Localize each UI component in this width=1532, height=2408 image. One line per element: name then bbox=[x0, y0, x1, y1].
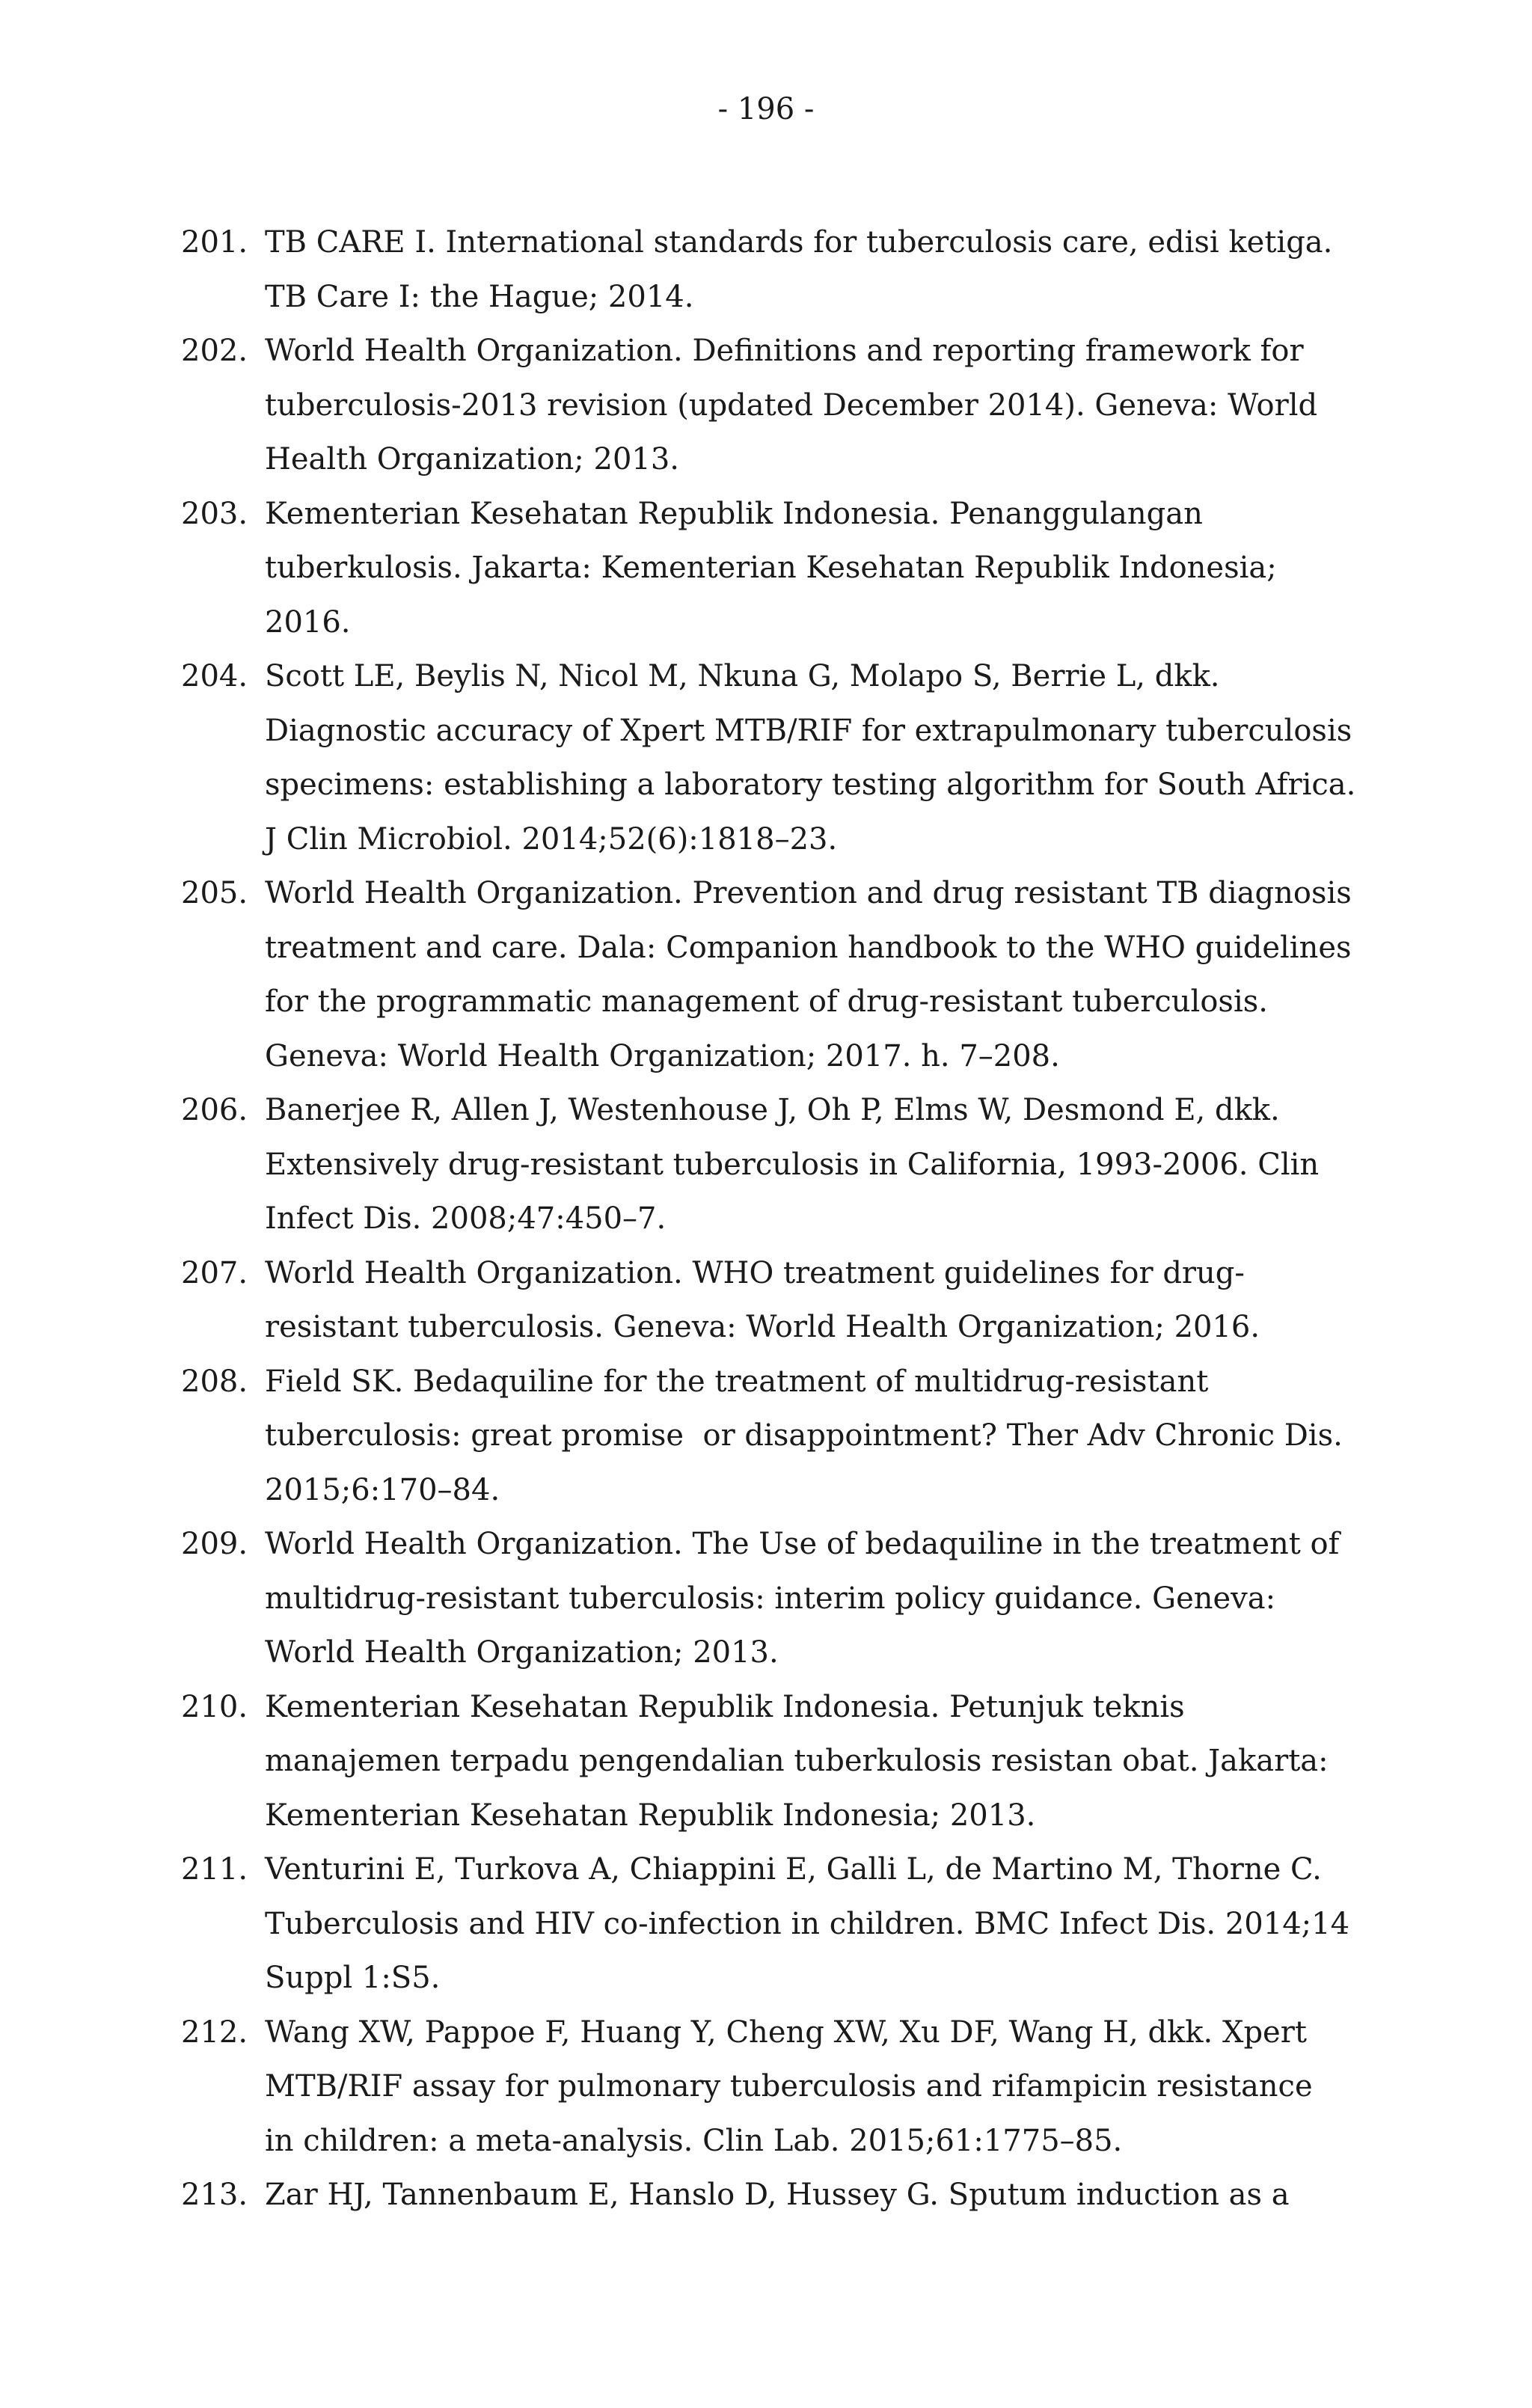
reference-item bbox=[181, 649, 1385, 866]
page-number: - 196 - bbox=[717, 92, 815, 126]
reference-text bbox=[265, 215, 1385, 324]
reference-line: Tuberculosis and HIV co-infection in children. BMC Infect Dis. 2014;14 bbox=[265, 1906, 1350, 1941]
reference-number: 204. bbox=[181, 659, 248, 693]
reference-line: TB Care I: the Hague; 2014. bbox=[265, 279, 694, 314]
reference-line: TB CARE I. International standards for tuberculosis care, edisi ketiga. bbox=[265, 225, 1333, 260]
reference-line: 2016. bbox=[265, 604, 351, 640]
reference-number: 206. bbox=[181, 1093, 248, 1127]
reference-number: 202. bbox=[181, 334, 248, 368]
reference-line: 2015;6:170–84. bbox=[265, 1472, 500, 1507]
reference-item bbox=[181, 487, 1385, 650]
reference-line: Venturini E, Turkova A, Chiappini E, Galli L, de Martino M, Thorne C. bbox=[265, 1852, 1322, 1887]
reference-item bbox=[181, 1083, 1385, 1246]
reference-line: World Health Organization. The Use of bedaquiline in the treatment of bbox=[265, 1527, 1340, 1561]
reference-number: 211. bbox=[181, 1852, 248, 1887]
reference-number: 201. bbox=[181, 225, 248, 260]
reference-line: MTB/RIF assay for pulmonary tuberculosis and rifampicin resistance bbox=[265, 2069, 1313, 2104]
reference-item bbox=[181, 1517, 1385, 1680]
reference-text bbox=[265, 1083, 1385, 1246]
reference-text bbox=[265, 649, 1385, 866]
reference-item bbox=[181, 1842, 1385, 2006]
reference-list bbox=[181, 215, 1385, 2222]
reference-number: 205. bbox=[181, 876, 248, 910]
reference-text bbox=[265, 1246, 1385, 1355]
reference-line: J Clin Microbiol. 2014;52(6):1818–23. bbox=[265, 821, 838, 857]
reference-line: World Health Organization. WHO treatment guidelines for drug- bbox=[265, 1255, 1245, 1290]
reference-item bbox=[181, 2006, 1385, 2169]
reference-number: 209. bbox=[181, 1527, 248, 1561]
reference-line: World Health Organization. Definitions and reporting framework for bbox=[265, 334, 1304, 368]
reference-text bbox=[265, 2168, 1385, 2222]
reference-line: Kementerian Kesehatan Republik Indonesia; 2013. bbox=[265, 1798, 1036, 1833]
reference-text bbox=[265, 1680, 1385, 1843]
reference-line: Banerjee R, Allen J, Westenhouse J, Oh P, Elms W, Desmond E, dkk. bbox=[265, 1093, 1280, 1127]
reference-line: Scott LE, Beylis N, Nicol M, Nkuna G, Molapo S, Berrie L, dkk. bbox=[265, 659, 1220, 693]
reference-line: resistant tuberculosis. Geneva: World Health Organization; 2016. bbox=[265, 1310, 1260, 1344]
reference-line: Kementerian Kesehatan Republik Indonesia. Petunjuk teknis bbox=[265, 1689, 1185, 1724]
reference-line: Extensively drug-resistant tuberculosis in California, 1993-2006. Clin bbox=[265, 1147, 1320, 1182]
reference-item bbox=[181, 1246, 1385, 1355]
reference-line: tuberculosis: great promise or disappointment? Ther Adv Chronic Dis. bbox=[265, 1418, 1343, 1453]
reference-text bbox=[265, 1355, 1385, 1518]
reference-item bbox=[181, 1355, 1385, 1518]
reference-item bbox=[181, 324, 1385, 487]
reference-number: 207. bbox=[181, 1255, 248, 1290]
reference-line: Health Organization; 2013. bbox=[265, 442, 680, 477]
reference-line: for the programmatic management of drug-resistant tuberculosis. bbox=[265, 984, 1268, 1019]
reference-line: Diagnostic accuracy of Xpert MTB/RIF for extrapulmonary tuberculosis bbox=[265, 713, 1352, 748]
reference-text bbox=[265, 1517, 1385, 1680]
reference-line: Geneva: World Health Organization; 2017. h. 7–208. bbox=[265, 1038, 1060, 1073]
reference-item bbox=[181, 866, 1385, 1083]
reference-text bbox=[265, 2006, 1385, 2169]
reference-line: World Health Organization. Prevention and drug resistant TB diagnosis bbox=[265, 876, 1352, 910]
reference-number: 208. bbox=[181, 1364, 248, 1399]
reference-item bbox=[181, 1680, 1385, 1843]
reference-number: 212. bbox=[181, 2015, 248, 2050]
reference-item bbox=[181, 215, 1385, 324]
reference-item bbox=[181, 2168, 1385, 2222]
reference-line: Infect Dis. 2008;47:450–7. bbox=[265, 1201, 667, 1236]
reference-line: multidrug-resistant tuberculosis: interim policy guidance. Geneva: bbox=[265, 1581, 1276, 1616]
reference-text bbox=[265, 866, 1385, 1083]
reference-text bbox=[265, 487, 1385, 650]
reference-line: Zar HJ, Tannenbaum E, Hanslo D, Hussey G. Sputum induction as a bbox=[265, 2178, 1290, 2212]
reference-line: in children: a meta-analysis. Clin Lab. 2015;61:1775–85. bbox=[265, 2123, 1123, 2158]
reference-number: 210. bbox=[181, 1689, 248, 1724]
reference-number: 213. bbox=[181, 2178, 248, 2212]
reference-line: specimens: establishing a laboratory testing algorithm for South Africa. bbox=[265, 768, 1356, 802]
reference-line: treatment and care. Dala: Companion handbook to the WHO guidelines bbox=[265, 930, 1352, 965]
reference-text bbox=[265, 324, 1385, 487]
reference-line: World Health Organization; 2013. bbox=[265, 1635, 779, 1670]
reference-number: 203. bbox=[181, 496, 248, 531]
reference-line: tuberculosis-2013 revision (updated December 2014). Geneva: World bbox=[265, 387, 1318, 423]
reference-line: manajemen terpadu pengendalian tuberkulosis resistan obat. Jakarta: bbox=[265, 1744, 1329, 1778]
reference-line: Kementerian Kesehatan Republik Indonesia. Penanggulangan bbox=[265, 496, 1203, 531]
reference-text bbox=[265, 1842, 1385, 2006]
reference-line: Wang XW, Pappoe F, Huang Y, Cheng XW, Xu DF, Wang H, dkk. Xpert bbox=[265, 2015, 1307, 2050]
reference-line: Field SK. Bedaquiline for the treatment of multidrug-resistant bbox=[265, 1364, 1209, 1399]
reference-line: tuberkulosis. Jakarta: Kementerian Kesehatan Republik Indonesia; bbox=[265, 551, 1277, 585]
reference-line: Suppl 1:S5. bbox=[265, 1961, 441, 1995]
